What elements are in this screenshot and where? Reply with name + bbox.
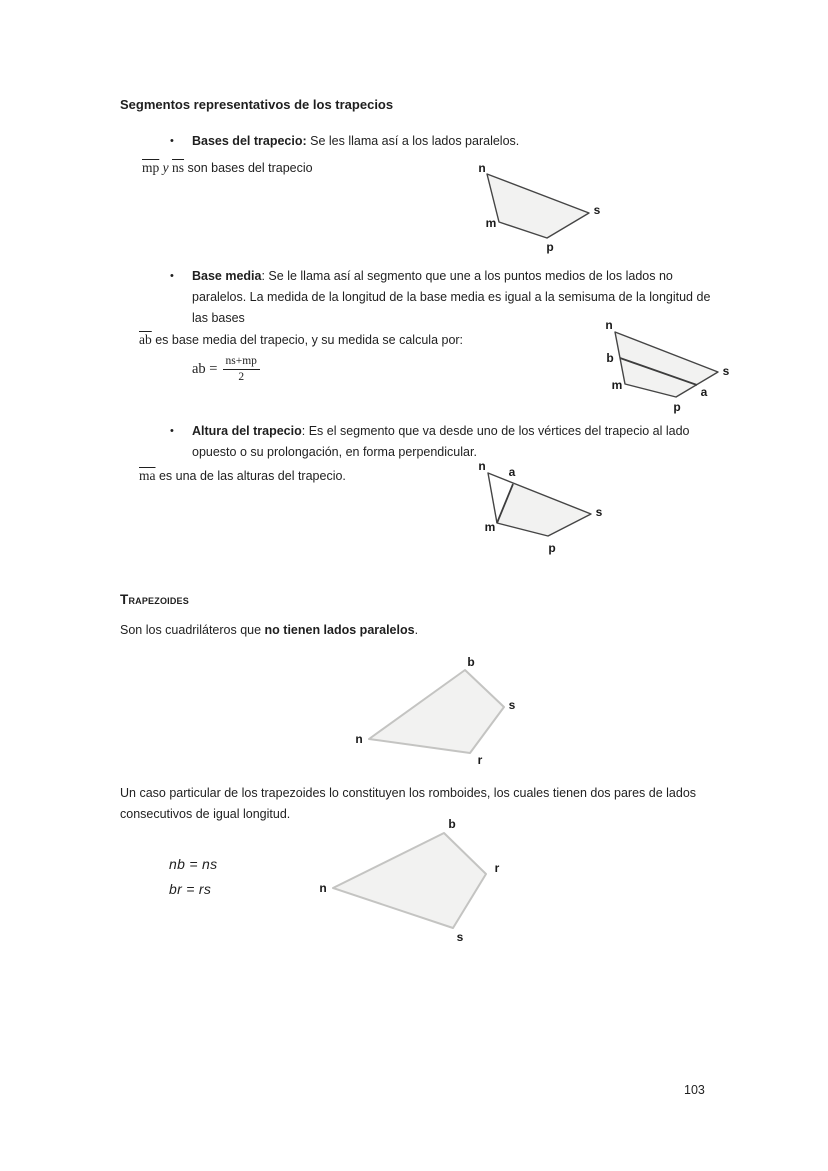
bullet-bases [170,131,715,152]
bullet-altura [170,421,718,463]
caption-bases-text: son bases del trapecio [184,161,313,175]
equation-br-rs: br = rs [169,881,212,897]
formula-base-media [192,355,260,384]
trapezoides-intro [120,620,418,641]
segment-ma: $\overline{ma}$ [139,468,156,483]
intro-pre: Son los cuadriláteros que [120,623,265,637]
formula-fraction [223,355,260,384]
segment-ab: $\overline{ab}$ [139,332,152,347]
page-title: Segmentos representativos de los trapecios [120,97,394,112]
vertex-label-p: p [546,240,554,254]
bullet-altura-text [192,421,718,463]
trapezoid-fill [497,484,591,536]
vertex-label-m: m [611,378,623,392]
segment-ns: $\overline{ns}$ [172,160,185,175]
equation-nb-ns: nb = ns [169,856,218,872]
bullet-icon: • [170,425,174,437]
vertex-label-b: b [448,817,456,831]
page-number: 103 [684,1083,705,1097]
formula-numerator: ns+mp [223,355,260,370]
vertex-label-r: r [494,861,500,875]
vertex-label-n: n [478,161,486,175]
caption-bases [142,158,313,178]
bullet-base-media-body: : Se le llama así al segmento que une a los puntos medios de los lados no paralelos. La medida de la longitud de la base media es igual a la semisuma de la longitud de las bases [192,269,711,325]
vertex-label-p: p [673,400,681,414]
romboide-shape [333,833,486,928]
figure-trapezoid-bases [455,156,625,261]
formula-denominator: 2 [238,371,245,383]
figure-trapezoid-altitude [465,453,615,558]
intro-post: . [414,623,419,637]
vertex-label-n: n [478,459,486,473]
caption-altura-text: es una de las alturas del trapecio. [155,469,346,483]
trapezoide-shape [369,670,504,753]
vertex-label-s: s [595,505,603,519]
caption-altura [139,466,346,486]
vertex-label-s: s [722,364,730,378]
bullet-altura-term: Altura del trapecio [192,424,302,438]
bullet-base-media-term: Base media [192,269,262,283]
bullet-altura-body: : Es el segmento que va desde uno de los vértices del trapecio al lado opuesto o su prolongación, en forma perpendicular. [192,424,690,459]
vertex-label-n: n [319,881,327,895]
trapezoid-shape [487,174,589,238]
vertex-label-a: a [508,465,516,479]
bullet-bases-body: Se les llama así a los lados paralelos. [306,134,520,148]
caption-base-media [139,330,463,350]
vertex-label-s: s [456,930,464,944]
math-y: y [159,160,173,175]
vertex-label-r: r [477,753,483,767]
vertex-label-b: b [606,351,614,365]
section-heading-trapezoides: Trapezoides [120,592,189,607]
figure-romboide [312,814,512,946]
bullet-bases-term: Bases del trapecio: [192,134,307,148]
caption-base-media-text: es base media del trapecio, y su medida se calcula por: [151,333,464,347]
figure-trapezoide [335,648,535,770]
intro-bold: no tienen lados paralelos [264,623,415,637]
vertex-label-m: m [484,520,496,534]
vertex-label-p: p [548,541,556,555]
vertex-label-n: n [605,318,613,332]
bullet-bases-text [192,131,519,152]
vertex-label-a: a [700,385,708,399]
vertex-label-b: b [467,655,475,669]
figure-trapezoid-base-media [585,313,735,418]
bullet-icon: • [170,270,174,282]
vertex-label-m: m [485,216,497,230]
vertex-label-s: s [593,203,601,217]
paragraph-romboides: Un caso particular de los trapezoides lo constituyen los romboides, los cuales tienen dos pares de lados consecutivos de igual longitud. [120,786,697,821]
vertex-label-s: s [508,698,516,712]
bullet-icon: • [170,135,174,147]
segment-mp: $\overline{mp}$ [142,160,160,175]
vertex-label-n: n [355,732,363,746]
formula-lhs: ab = [192,361,218,377]
romboide-equations [169,852,217,902]
